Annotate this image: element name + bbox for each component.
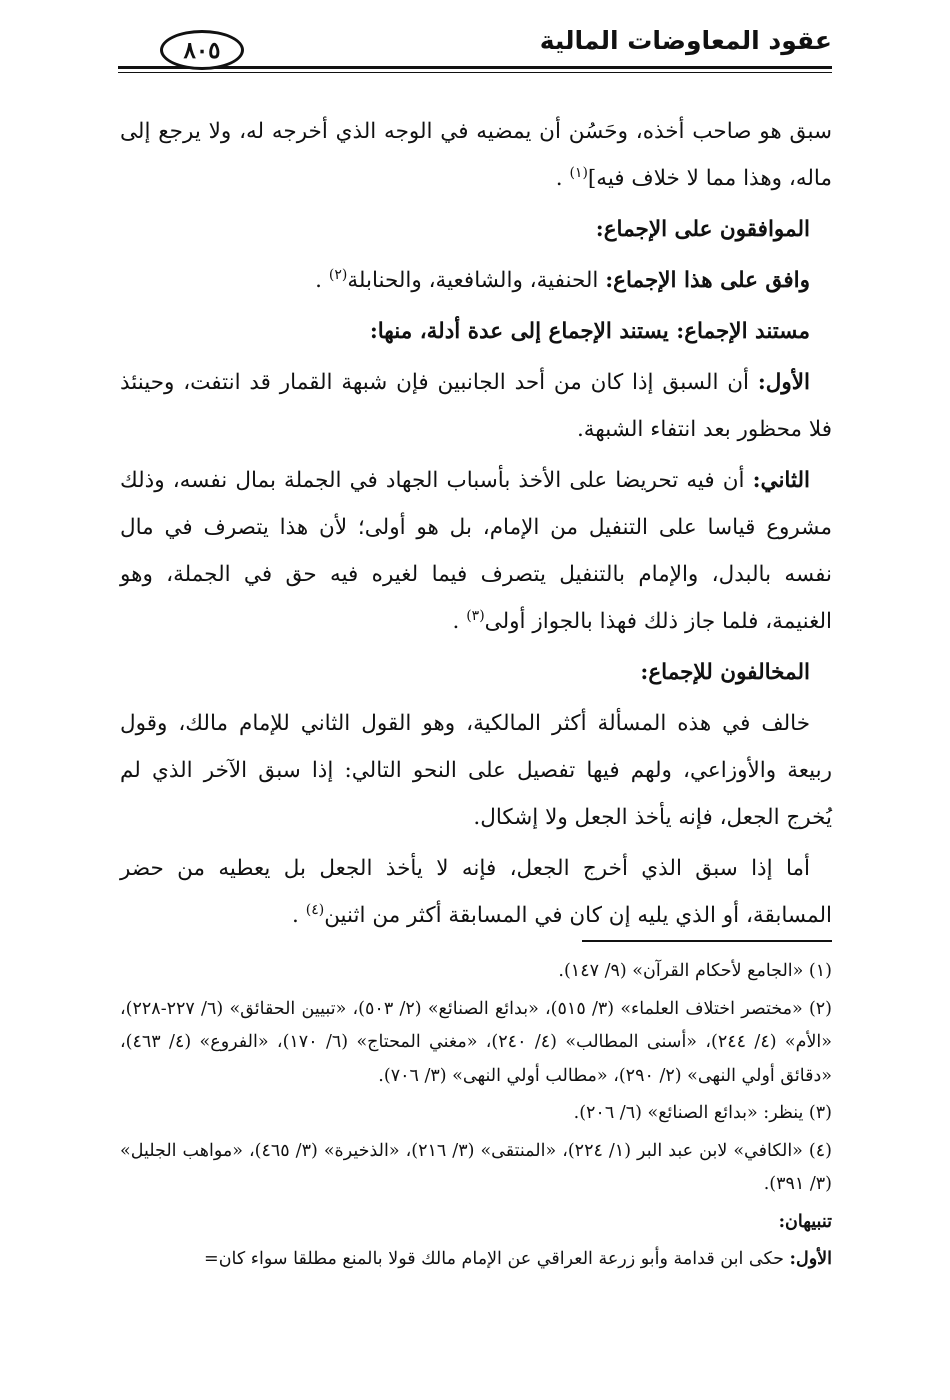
- note-lead: الأول:: [789, 1249, 832, 1269]
- paragraph-second-evidence: [120, 457, 832, 645]
- paragraph-text: أما إذا سبق الذي أخرج الجعل، فإنه لا يأخذ الجعل بل يعطيه من حضر المسابقة، أو الذي يليه إن كان في المسابقة أكثر من اثنين: [120, 856, 832, 928]
- paragraph-opposing: [120, 700, 832, 841]
- section-heading-basis: مستند الإجماع: يستند الإجماع إلى عدة أدلة، منها:: [369, 319, 810, 344]
- paragraph-lead: الثاني:: [752, 468, 810, 493]
- paragraph-last: [120, 845, 832, 939]
- paragraph-text: أن فيه تحريضا على الأخذ بأسباب الجهاد في الجملة بمال نفسه، وذلك مشروع قياسا على التنفيل من الإمام، بل هو أولى؛ لأن هذا يتصرف في مال نفسه بالبدل، والإمام بالتنفيل يتصرف فيما لغيره فيه حق في الجملة، وهو الغنيمة، فلما جاز ذلك فهذا بالجواز أولى: [120, 468, 832, 634]
- page-number: ٨٠٥: [160, 30, 244, 70]
- paragraph-end: .: [292, 903, 306, 928]
- paragraph-quote-end: [120, 108, 832, 202]
- footnote-1: (١) «الجامع لأحكام القرآن» (٩/ ١٤٧).: [558, 961, 832, 981]
- footnotes: [120, 955, 832, 1281]
- paragraph-end: .: [555, 166, 570, 191]
- footnote-ref-2: (٢): [328, 266, 348, 283]
- footnote-4: (٤) «الكافي» لابن عبد البر (١/ ٢٢٤)، «المنتقى» (٣/ ٢١٦)، «الذخيرة» (٣/ ٤٦٥)، «مواهب الجليل» (٣/ ٣٩١).: [120, 1140, 832, 1194]
- book-title: عقود المعاوضات المالية: [539, 26, 832, 55]
- footnote-ref-3: (٣): [466, 607, 485, 624]
- paragraph-lead: وافق على هذا الإجماع:: [605, 268, 810, 293]
- note-first: [120, 1243, 832, 1277]
- footnote-3: (٣) ينظر: «بدائع الصنائع» (٦/ ٢٠٦).: [573, 1103, 832, 1123]
- page-header: [118, 22, 832, 82]
- header-rule-thin: [118, 72, 832, 73]
- section-heading-opposing: المخالفون للإجماع:: [640, 660, 810, 685]
- footnote-2: (٢) «مختصر اختلاف العلماء» (٣/ ٥١٥)، «بدائع الصنائع» (٢/ ٥٠٣)، «تبيين الحقائق» (٦/ ٢٢٧-٢٢٨)، «الأم» (٤/ ٢٤٤)، «أسنى المطالب» (٤/ ٢٤٠)، «مغني المحتاج» (٦/ ١٧٠)، «الفروع» (٤/ ٤٦٣)، «دقائق أولي النهى» (٢/ ٢٩٠)، «مطالب أولي النهى» (٣/ ٧٠٦).: [120, 998, 832, 1086]
- footnote-ref-4: (٤): [305, 901, 325, 918]
- paragraph-text: خالف في هذه المسألة أكثر المالكية، وهو القول الثاني للإمام مالك، وقول ربيعة والأوزاعي، ولهم فيها تفصيل على النحو التالي: إذا سبق الآخر الذي لم يُخرج الجعل، فإنه يأخذ الجعل ولا إشكال.: [120, 711, 832, 830]
- paragraph-first-evidence: [120, 359, 832, 453]
- paragraph-text: الحنفية، والشافعية، والحنابلة: [347, 268, 606, 293]
- footnote-separator: [582, 940, 832, 942]
- paragraph-end: .: [315, 268, 329, 293]
- paragraph-agreeing: [120, 257, 832, 304]
- paragraph-lead: الأول:: [757, 370, 810, 395]
- paragraph-end: .: [452, 609, 467, 634]
- section-heading-agreeing: الموافقون على الإجماع:: [595, 217, 810, 242]
- main-text: [120, 108, 832, 943]
- paragraph-text: أن السبق إذا كان من أحد الجانبين فإن شبهة القمار قد انتفت، وحينئذ فلا محظور بعد انتفاء الشبهة.: [120, 370, 832, 442]
- note-text: حكى ابن قدامة وأبو زرعة العراقي عن الإمام مالك قولا بالمنع مطلقا سواء كان=: [204, 1249, 790, 1269]
- footnote-ref-1: (١): [569, 164, 588, 181]
- paragraph-text: سبق هو صاحب أخذه، وحَسُن أن يمضيه في الوجه الذي أخرجه له، ولا يرجع إلى ماله، وهذا مما لا خلاف فيه]: [120, 119, 832, 191]
- notes-heading: تنبيهان:: [778, 1211, 832, 1232]
